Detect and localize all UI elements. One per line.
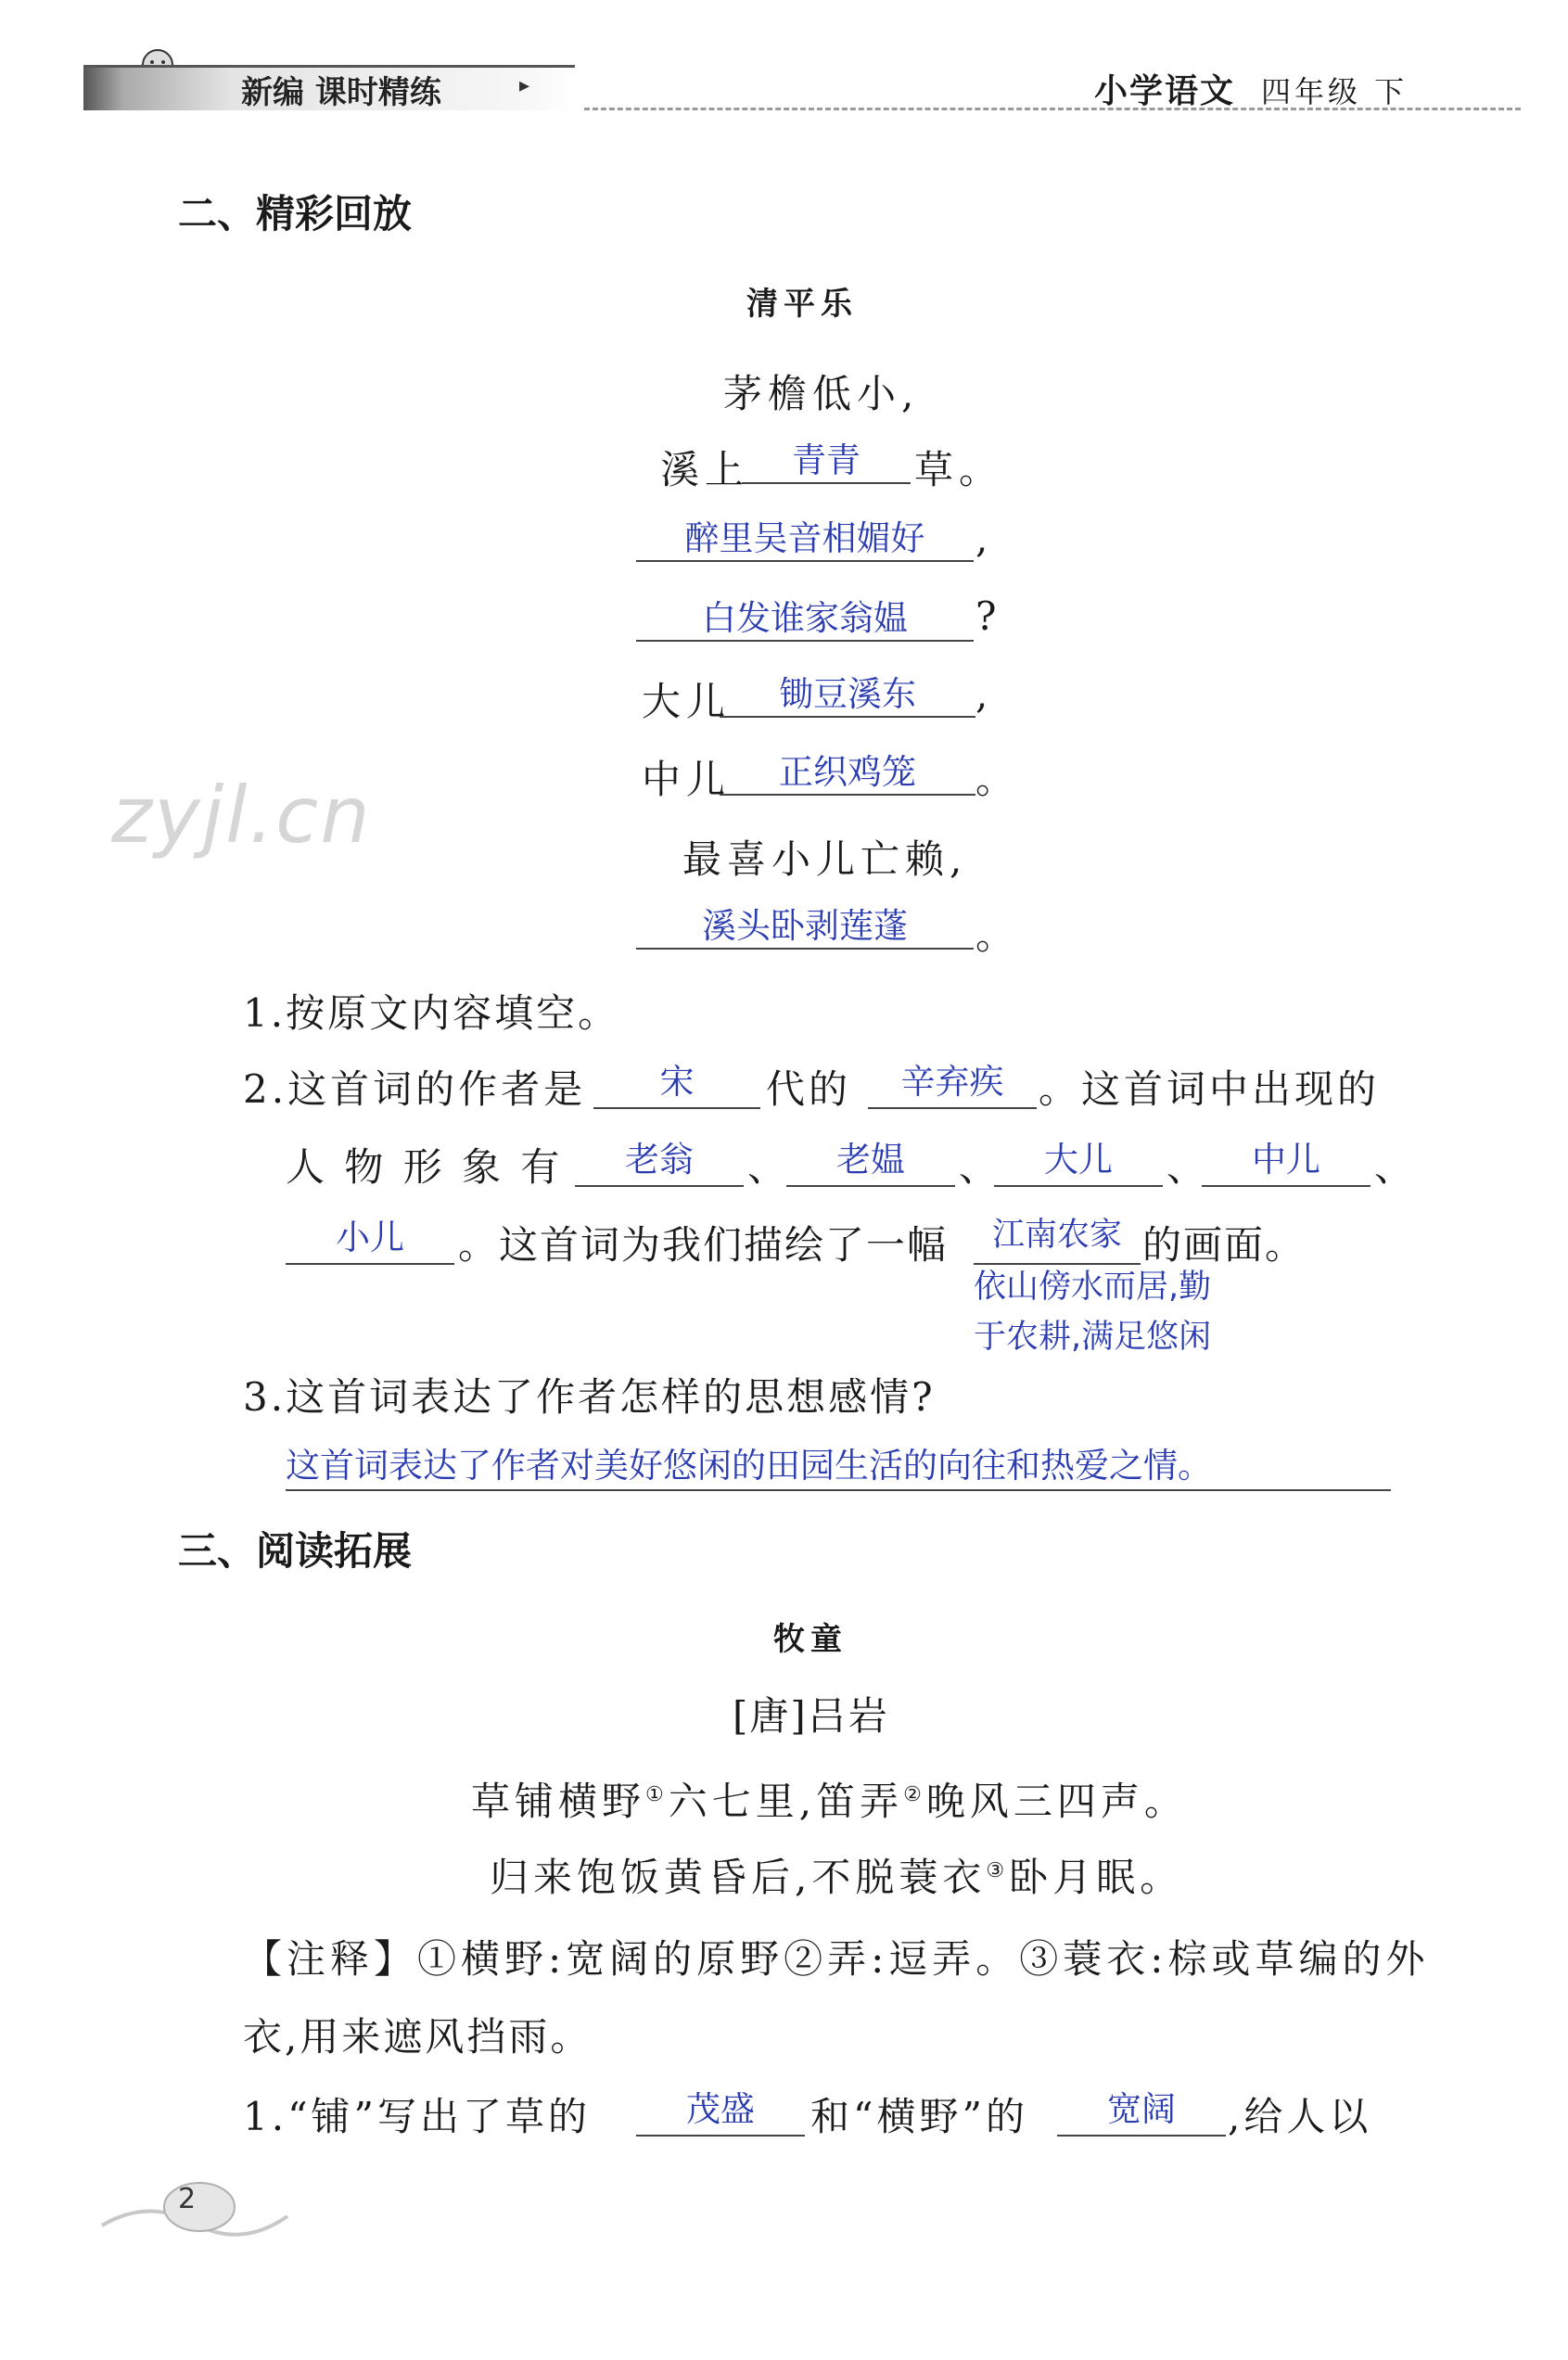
answer-scene-1: 江南农家 <box>991 1217 1122 1254</box>
s2-q2-line3-end: 的画面。 <box>1142 1222 1307 1268</box>
poem-title-mutong: 牧童 <box>773 1621 848 1658</box>
answer-line-2: 青青 <box>792 440 860 480</box>
answer-line-5: 锄豆溪东 <box>779 674 916 714</box>
section2-heading: 二、精彩回放 <box>178 191 413 236</box>
answer-s3-ans2: 宽阔 <box>1107 2089 1176 2129</box>
poem-line-2-post: 草。 <box>914 447 1004 492</box>
header-dashed-rule <box>584 108 1521 110</box>
s2-q2-mid2: 。这首词中出现的 <box>1039 1066 1381 1112</box>
separator-4: 、 <box>1374 1144 1414 1190</box>
header <box>56 37 1521 121</box>
answer-character-4: 中儿 <box>1252 1140 1320 1180</box>
note-marker-1: ① <box>645 1783 669 1806</box>
footer-decoration <box>93 2161 297 2253</box>
s2-q2-line3-mid: 。这首词为我们描绘了一幅 <box>458 1222 949 1268</box>
banner-arrow-icon: ▸ <box>519 74 530 97</box>
answer-dynasty: 宋 <box>659 1062 695 1102</box>
series-title: 新编 课时精练 <box>241 74 441 111</box>
grade-label: 四年级 下 <box>1261 74 1409 109</box>
answer-author: 辛弃疾 <box>900 1062 1004 1102</box>
poem-author: [唐]吕岩 <box>733 1693 889 1739</box>
answer-q3: 这首词表达了作者对美好悠闲的田园生活的向往和热爱之情。 <box>286 1446 1212 1486</box>
poem-line-7: 最喜小儿亡赖, <box>682 836 968 882</box>
s3-q1-end: ,给人以 <box>1228 2094 1372 2139</box>
mutong-line-2 <box>490 1847 1183 1903</box>
mutong-line-1 <box>471 1771 1188 1827</box>
poem-line-8-post: 。 <box>975 912 1021 958</box>
separator-3: 、 <box>1166 1144 1206 1190</box>
note-marker-2: ② <box>903 1783 926 1806</box>
answer-line-4: 白发谁家翁媪 <box>702 598 908 638</box>
poem-line-5-pre: 大儿 <box>642 679 732 724</box>
poem-line-2-pre: 溪上 <box>660 447 750 492</box>
mutong-line-1-c: 晚风三四声。 <box>925 1779 1188 1824</box>
poem-line-6-pre: 中儿 <box>642 757 732 802</box>
answer-s3-ans1: 茂盛 <box>686 2089 755 2129</box>
s2-question-3: 3.这首词表达了作者怎样的思想感情? <box>243 1374 936 1420</box>
answer-character-1: 老翁 <box>625 1140 694 1180</box>
watermark: zyjl.cn <box>111 770 372 861</box>
s3-q1-prefix: 1.“铺”写出了草的 <box>243 2094 592 2139</box>
annotation-line-2: 衣,用来遮风挡雨。 <box>243 2014 593 2060</box>
s2-question-1: 1.按原文内容填空。 <box>243 990 620 1036</box>
poem-line-1: 茅檐低小, <box>723 371 920 416</box>
answer-scene-3: 于农耕,满足悠闲 <box>974 1319 1212 1356</box>
answer-scene-2: 依山傍水而居,勤 <box>974 1269 1212 1306</box>
s2-q2-mid1: 代的 <box>766 1066 852 1112</box>
section3-heading: 三、阅读拓展 <box>178 1528 413 1574</box>
separator-1: 、 <box>747 1144 787 1190</box>
answer-line-8: 溪头卧剥莲蓬 <box>702 906 908 946</box>
s3-q1-mid: 和“横野”的 <box>810 2094 1028 2139</box>
annotation-line-1: 【注释】①横野:宽阔的原野②弄:逗弄。③蓑衣:棕或草编的外 <box>243 1936 1430 1982</box>
note-marker-3: ③ <box>986 1859 1010 1882</box>
s2-q2-prefix: 2.这首词的作者是 <box>243 1066 587 1112</box>
poem-title-qingpingle: 清平乐 <box>746 286 858 323</box>
subject-label: 小学语文 <box>1094 72 1236 110</box>
mutong-line-2-b: 卧月眠。 <box>1009 1855 1184 1900</box>
poem-line-5-post: , <box>975 671 994 717</box>
poem-line-4-post: ? <box>975 593 1002 639</box>
answer-character-2: 老媪 <box>836 1140 905 1180</box>
page-number: 2 <box>178 2183 197 2215</box>
mutong-line-1-b: 六七里,笛弄 <box>668 1779 904 1824</box>
mutong-line-2-a: 归来饱饭黄昏后,不脱蓑衣 <box>490 1855 987 1900</box>
s2-q2-line2-prefix: 人 物 形 象 有 <box>286 1144 564 1190</box>
answer-character-5: 小儿 <box>336 1218 404 1257</box>
mutong-line-1-a: 草铺横野 <box>471 1779 646 1824</box>
separator-2: 、 <box>959 1144 999 1190</box>
answer-character-3: 大儿 <box>1044 1140 1113 1180</box>
poem-line-6-post: 。 <box>975 757 1021 802</box>
answer-line-6: 正织鸡笼 <box>779 752 916 792</box>
answer-line-3: 醉里吴音相媚好 <box>684 518 925 558</box>
poem-line-3-post: , <box>975 516 994 561</box>
